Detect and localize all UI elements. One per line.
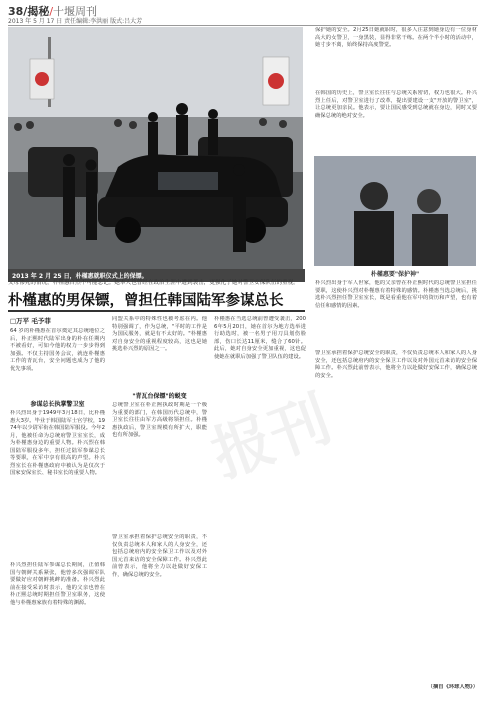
col1-para3: 朴兴烈担任陆军参谋总长期间，正值韩国与朝鲜关系紧张，他曾多次强调军队要做好应对朝鲜挑衅的准备。朴兴烈此前在接受采访时表示，他的父亲也曾在朴正熙总统时期担任警卫室职务，这使他与朴槿惠家族有着特殊的渊源。 (10, 562, 105, 606)
motorcade-illustration (8, 27, 303, 269)
col2-para3: 警卫室承担着保护总统安全的职责，不仅负责总统本人和家人的人身安全，还包括总统府内的安全保卫工作以及对外国元首来访的安全保障工作。朴兴烈此前曾表示，他将全力以赴做好安保工作，确保总统的安全。 (112, 534, 207, 578)
section-name: 揭秘 (27, 5, 50, 18)
col1-subhead: 参谋总长执掌警卫室 (30, 401, 85, 408)
inset-caption: 朴槿惠要"保护神" (370, 271, 420, 278)
page-header (8, 3, 478, 25)
header-meta: 2013 年 5 月 17 日 责任编辑:李洪丽 版式:吕大芳 (8, 18, 143, 25)
watermark: 报刊 (203, 384, 341, 492)
col3-para1: 保护她的安全。2月25日她就职时，很多人注意到她身边有一位身材高大的女警卫，一身黑装，显得非常干练。在两个半小时的活动中，她寸步不离，始终保持高度警觉。 (315, 27, 477, 48)
col3-para3: 朴兴烈出身于军人世家，他的父亲曾在朴正熙时代的总统警卫室担任要职，这使朴兴烈对朴槿惠有着特殊的感情。朴槿惠当选总统后，挑选朴兴烈担任警卫室室长，既是看重他在军中的资历和声望，也有着信任和感情的因素。 (315, 280, 477, 309)
magazine-name: 十堰周刊 (53, 5, 98, 18)
headline-rule (8, 310, 305, 312)
col3-para4: 在韩国的历史上，警卫室长往往与总统关系密切，权力也很大。朴兴烈上任后，对警卫室进行了改革，提出要建设一支"开放的警卫室"，让总统更加亲民。他表示，要让国民感受到总统就在身边，同时又要确保总统的绝对安全。 (315, 90, 477, 119)
header-separator: / (49, 5, 54, 18)
col2-para2: 总统警卫室在朴正熙执政时期是一个极为重要的部门，在韩国历代总统中，警卫室长往往由军方高级将领担任。朴槿惠执政后，警卫室规模有所扩大，职能也有所加强。 (112, 402, 207, 438)
col2-subhead: "青瓦台保镖"的蜕变 (132, 393, 187, 400)
photo-subcaption: 父母惨死的情况，朴槿惠自然不可能忘记。她本人也曾经在政治生涯中遭到袭击，更强化了她对警卫安保队伍的重视。 (8, 280, 299, 286)
byline: □万平 毛予菲 (10, 317, 51, 325)
photo-caption: 2013 年 2 月 25 日，朴槿惠就职仪式上的保镖。 (8, 269, 305, 282)
col1-para1: 64 岁的朴槿惠在首尔奠定其总统地位之后，朴正熙时代陆军出身的朴在任期内不被看好，可如今他的权力一步步得到加强。不仅主持国务会议，就连朴槿惠工作的青瓦台，安全问题也成为了他的优先事项。 (10, 328, 105, 372)
page-number: 38/ (8, 5, 28, 18)
main-photo (8, 27, 303, 269)
col1-para2: 朴兴烈出身于1949年3月18日，比朴槿惠大3岁。毕业于韩国陆军士官学校，1974年以少尉军衔在韩国陆军服役。今年2月，他被任命为总统府警卫室室长，成为朴槿惠身边的重要人物。朴兴烈在韩国陆军服役多年，担任过陆军参谋总长等要职，在军中享有很高的声望。朴兴烈室长在朴槿惠政府中被认为是仅次于国家安保室长、秘书室长的重要人物。 (10, 410, 105, 476)
col2-para1: 同盟关系中的特殊性也被考虑在内。他特别强调了，作为总统，"平时的工作是为国民服务，就是有不太好的。"朴槿惠对自身安全的重视程度较高，这也是她挑选朴兴烈的原因之一。 (112, 316, 207, 352)
article-source: （摘自《环球人物》） (427, 684, 478, 690)
inset-photo (314, 156, 476, 266)
col3-para1-a: 朴槿惠在当选总统前曾遭受袭击，2006年5月20日，她在首尔为地方选举进行助选时，被一名男子用刀具划伤脸部，伤口长达11厘米，缝合了60针。此后，她对自身安全更加重视，这也促使她在就职后加强了警卫队伍的建设。 (214, 316, 306, 360)
header-rule (8, 25, 478, 26)
portrait-illustration (314, 156, 476, 266)
col3-para5: 警卫室承担着保护总统安全的职责，不仅负责总统本人和家人的人身安全，还包括总统府内的安全保卫工作以及对外国元首来访的安全保障工作。朴兴烈此前曾表示，他将全力以赴做好安保工作，确保总统的安全。 (315, 350, 477, 379)
headline: 朴槿惠的男保镖，曾担任韩国陆军参谋总长 (8, 292, 284, 309)
